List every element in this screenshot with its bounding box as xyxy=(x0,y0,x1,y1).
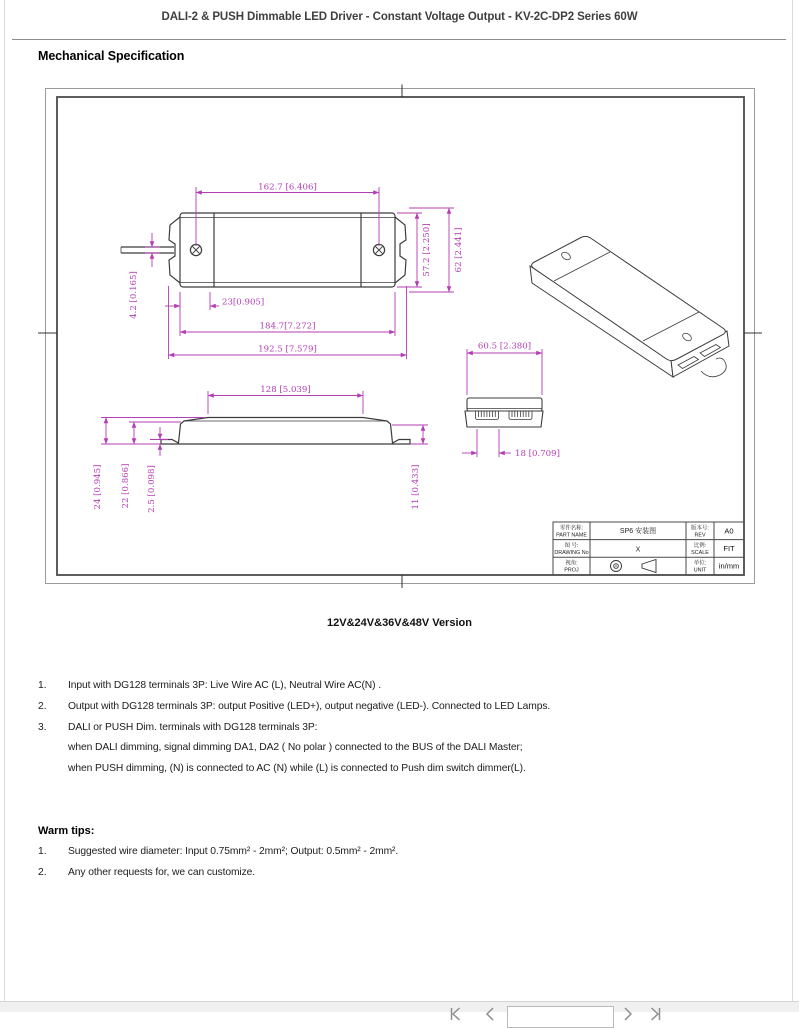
dim-body-width: 184.7[7.272] xyxy=(259,321,316,332)
next-page-icon xyxy=(625,1008,631,1020)
first-page-button[interactable] xyxy=(449,1006,463,1024)
dim-side-top-width: 128 [5.039] xyxy=(260,385,311,395)
section-title: Mechanical Specification xyxy=(38,49,185,63)
top-view xyxy=(121,183,464,360)
page-number-input[interactable] xyxy=(507,1006,614,1028)
warm-tip-number: 1. xyxy=(38,846,47,857)
proj-label-en: PROJ xyxy=(564,567,579,574)
previous-page-icon xyxy=(487,1008,493,1020)
dim-side-height-overall: 24 [0.945] xyxy=(93,464,103,510)
screw-right xyxy=(373,244,384,255)
dim-side-height-body: 22 [0.866] xyxy=(121,463,131,509)
note-number: 3. xyxy=(38,722,47,733)
note-line: Input with DG128 terminals 3P: Live Wire AC (L), Neutral Wire AC(N) . xyxy=(68,680,381,691)
note-line: Output with DG128 terminals 3P: output Positive (LED+), output negative (LED-). Connected to LED Lamps. xyxy=(68,701,551,712)
page-title: DALI-2 & PUSH Dimmable LED Driver - Constant Voltage Output - KV-2C-DP2 Series 60W xyxy=(161,11,638,23)
first-page-icon xyxy=(452,1008,460,1020)
dim-side-height-right: 11 [0.433] xyxy=(411,464,421,510)
rev-value: A0 xyxy=(724,526,734,536)
rev-label-en: REV xyxy=(694,532,706,539)
last-page-button[interactable] xyxy=(648,1006,662,1024)
warm-tip-line: Suggested wire diameter: Input 0.75mm² - 2mm²; Output: 0.5mm² - 2mm². xyxy=(68,846,399,857)
part-name-label-cn: 零件名称: xyxy=(559,525,584,532)
warm-tips-title: Warm tips: xyxy=(38,825,95,837)
scale-label-en: SCALE xyxy=(691,550,709,556)
dim-overall-height: 62 [2.441] xyxy=(454,227,464,273)
note-line: DALI or PUSH Dim. terminals with DG128 terminals 3P: xyxy=(68,722,318,733)
mounting-ear-right xyxy=(395,217,406,283)
mounting-ear-left xyxy=(169,217,180,283)
last-page-icon xyxy=(652,1008,660,1020)
dim-terminal-width: 18 [0.709] xyxy=(515,449,560,459)
note-line: when DALI dimming, signal dimming DA1, DA2 ( No polar ) connected to the BUS of the DALI Master; xyxy=(68,742,523,753)
isometric-view xyxy=(530,236,729,377)
screw-left xyxy=(190,244,201,255)
note-line: when PUSH dimming, (N) is connected to AC (N) while (L) is connected to Push dim switch dimmer(L). xyxy=(68,763,526,774)
pager-bar xyxy=(0,1001,799,1012)
scale-label-cn: 比例: xyxy=(693,543,707,549)
drawing-no-value: X xyxy=(635,546,641,554)
title-block xyxy=(553,522,744,575)
previous-page-button[interactable] xyxy=(484,1006,498,1024)
unit-value: in/mm xyxy=(718,561,740,571)
dim-end-width: 60.5 [2.380] xyxy=(477,341,532,352)
drawing-no-label-en: DRAWING No xyxy=(554,550,589,556)
proj-label-cn: 视角: xyxy=(565,560,578,567)
dim-body-height: 57.2 [2.250] xyxy=(422,223,432,277)
wire-clip xyxy=(701,358,726,377)
rev-label-cn: 版本号: xyxy=(691,525,709,532)
unit-label-cn: 单位: xyxy=(693,560,707,567)
dim-overall-width: 192.5 [7.579] xyxy=(258,344,317,355)
note-number: 2. xyxy=(38,701,47,712)
projection-symbol-icon xyxy=(611,560,657,573)
scale-value: FIT xyxy=(723,544,735,553)
terminal-teeth xyxy=(476,411,533,420)
warm-tip-line: Any other requests for, we can customize. xyxy=(68,867,256,878)
end-view xyxy=(462,342,560,460)
drawing-no-label-cn: 图 号: xyxy=(564,543,579,549)
dim-endcap-width: 23[0.905] xyxy=(222,297,265,308)
note-number: 1. xyxy=(38,680,47,691)
dim-wire-offset: 4.2 [0.165] xyxy=(129,271,139,319)
side-view-dimensions xyxy=(101,391,428,456)
end-view-dimensions xyxy=(462,349,542,457)
dim-side-foot-height: 2.5 [0.098] xyxy=(147,465,157,513)
unit-label-en: UNIT xyxy=(693,567,707,574)
part-name-label-en: PART NAME xyxy=(556,532,587,539)
warm-tip-number: 2. xyxy=(38,867,47,878)
next-page-button[interactable] xyxy=(621,1006,635,1024)
part-name-value: SP6 安装图 xyxy=(619,528,657,535)
version-title: 12V&24V&36V&48V Version xyxy=(327,617,472,629)
side-view xyxy=(93,385,428,513)
dim-top-width-screws: 162.7 [6.406] xyxy=(258,182,317,193)
